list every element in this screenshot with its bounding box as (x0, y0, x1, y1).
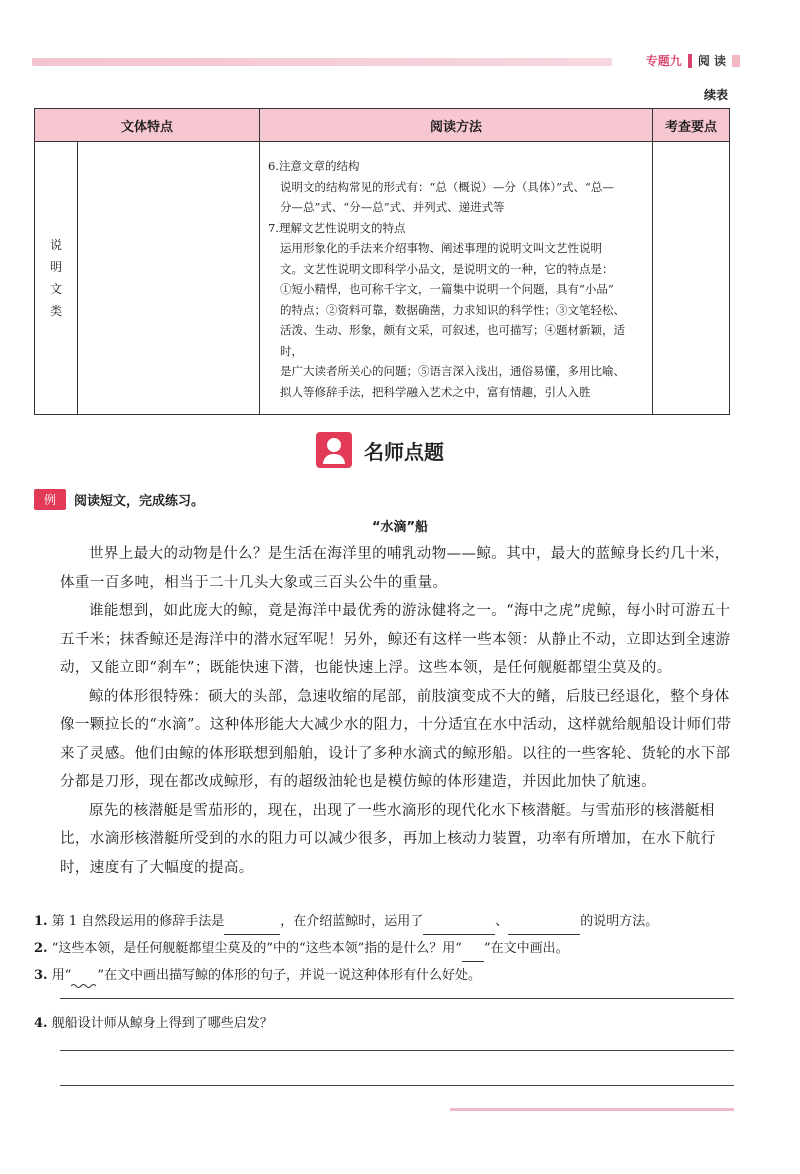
method-line: 的特点；②资料可靠，数据确凿，力求知识的科学性；③文笔轻松、 (279, 302, 625, 317)
wavy-line-icon (71, 975, 97, 989)
topic-label: 专题九 (645, 54, 682, 68)
col-header-features: 文体特点 (35, 109, 260, 142)
example-instruction: 阅读短文，完成练习。 (74, 494, 205, 509)
method-line: 说明文的结构常见的形式有：“总（概说）—分（具体）”式、“总— (279, 179, 614, 194)
example-badge: 例 (34, 489, 66, 510)
genre-label: 说 明 文 类 (35, 142, 78, 415)
col-header-methods: 阅读方法 (259, 109, 652, 142)
question-4: 4. 舰船设计师从鲸身上得到了哪些启发？ (34, 1016, 273, 1031)
method-line: 文。文艺性说明文即科学小品文，是说明文的一种，它的特点是： (279, 261, 614, 276)
section-heading (316, 432, 444, 468)
underline-mark (462, 947, 484, 962)
col-header-points: 考查要点 (652, 109, 729, 142)
article-paragraph: 鲸的体形很特殊：硕大的头部，急速收缩的尾部，前肢演变成不大的鳍，后肢已经退化，整个身体像一颗拉长的“水滴”。这种体形能大大减少水的阻力，十分适宜在水中活动，这样就给舰船设计师们带来了灵感。他们由鲸的体形联想到船舶，设计了多种水滴式的鲸形船。以往的一些客轮、货轮的水下部分都是刀形，现在都改成鲸形，有的超级油轮也是模仿鲸的体形建造，并因此加快了航速。 (60, 688, 732, 790)
article-body (60, 540, 736, 882)
answer-blank[interactable] (423, 920, 495, 935)
points-cell (652, 142, 729, 415)
questions (34, 908, 734, 989)
header-square-icon (732, 55, 740, 67)
footer-decor-bar (450, 1108, 734, 1111)
answer-blank[interactable] (224, 920, 280, 935)
article-paragraph: 谁能想到，如此庞大的鲸，竟是海洋中最优秀的游泳健将之一。“海中之虎”虎鲸，每小时可游五十五千米；抹香鲸还是海洋中的潜水冠军呢！另外，鲸还有这样一些本领：从静止不动，立即达到全速游动，又能立即“刹车”；既能快速下潜，也能快速上浮。这些本领，是任何舰艇都望尘莫及的。 (60, 603, 731, 676)
answer-line[interactable] (60, 1050, 734, 1051)
answer-blank[interactable] (508, 920, 580, 935)
section-title: 名师点题 (364, 439, 444, 464)
method-line: 活泼、生动、形象，颇有文采，可叙述，也可描写；④题材新颖，适时， (279, 323, 625, 358)
question-1: 1. 第 1 自然段运用的修辞手法是 ，在介绍蓝鲸时，运用了 、 的说明方法。 (34, 908, 734, 935)
continued-label: 续表 (703, 88, 728, 102)
reading-methods-table (34, 108, 730, 415)
method-line: 6.注意文章的结构 (267, 159, 360, 173)
header-decor-bar (32, 58, 612, 66)
method-line: 是广大读者所关心的问题；⑤语言深入浅出，通俗易懂，多用比喻、 (279, 364, 625, 378)
header-divider (688, 54, 692, 68)
example-heading (34, 489, 204, 510)
features-cell (78, 142, 260, 415)
answer-line[interactable] (60, 998, 734, 999)
method-line: 拟人等修辞手法，把科学融入艺术之中，富有情趣，引人入胜 (279, 384, 591, 399)
method-line: 分—总”式、“分—总”式、并列式、递进式等 (279, 200, 505, 214)
page-header (646, 52, 740, 69)
question-3: 3. 用“ ”在文中画出描写鲸的体形的句子，并说一说这种体形有什么好处。 (34, 962, 734, 989)
article-title: “水滴”船 (371, 520, 429, 535)
questions-continued (34, 1010, 734, 1037)
article-paragraph: 世界上最大的动物是什么？是生活在海洋里的哺乳动物——鲸。其中，最大的蓝鲸身长约几十米，体重一百多吨，相当于二十几头大象或三百头公牛的重量。 (60, 546, 730, 591)
teacher-icon (316, 432, 352, 468)
method-line: 运用形象化的手法来介绍事物、阐述事理的说明文叫文艺性说明 (279, 241, 602, 255)
method-line: 7.理解文艺性说明文的特点 (267, 220, 406, 235)
answer-line[interactable] (60, 1085, 734, 1086)
article-paragraph: 原先的核潜艇是雪茄形的，现在，出现了一些水滴形的现代化水下核潜艇。与雪茄形的核潜艇相比，水滴形核潜艇所受到的水的阻力可以减少很多，再加上核动力装置，功率有所增加，在水下航行时，速度有了大幅度的提高。 (60, 802, 716, 876)
method-line: ①短小精悍，也可称千字文，一篇集中说明一个问题，具有“小品” (279, 282, 614, 296)
methods-cell (259, 142, 652, 415)
question-2: 2. “这些本领，是任何舰艇都望尘莫及的”中的“这些本领”指的是什么？用“ ”在文中画出。 (34, 935, 734, 962)
header-title: 阅 读 (697, 54, 726, 68)
